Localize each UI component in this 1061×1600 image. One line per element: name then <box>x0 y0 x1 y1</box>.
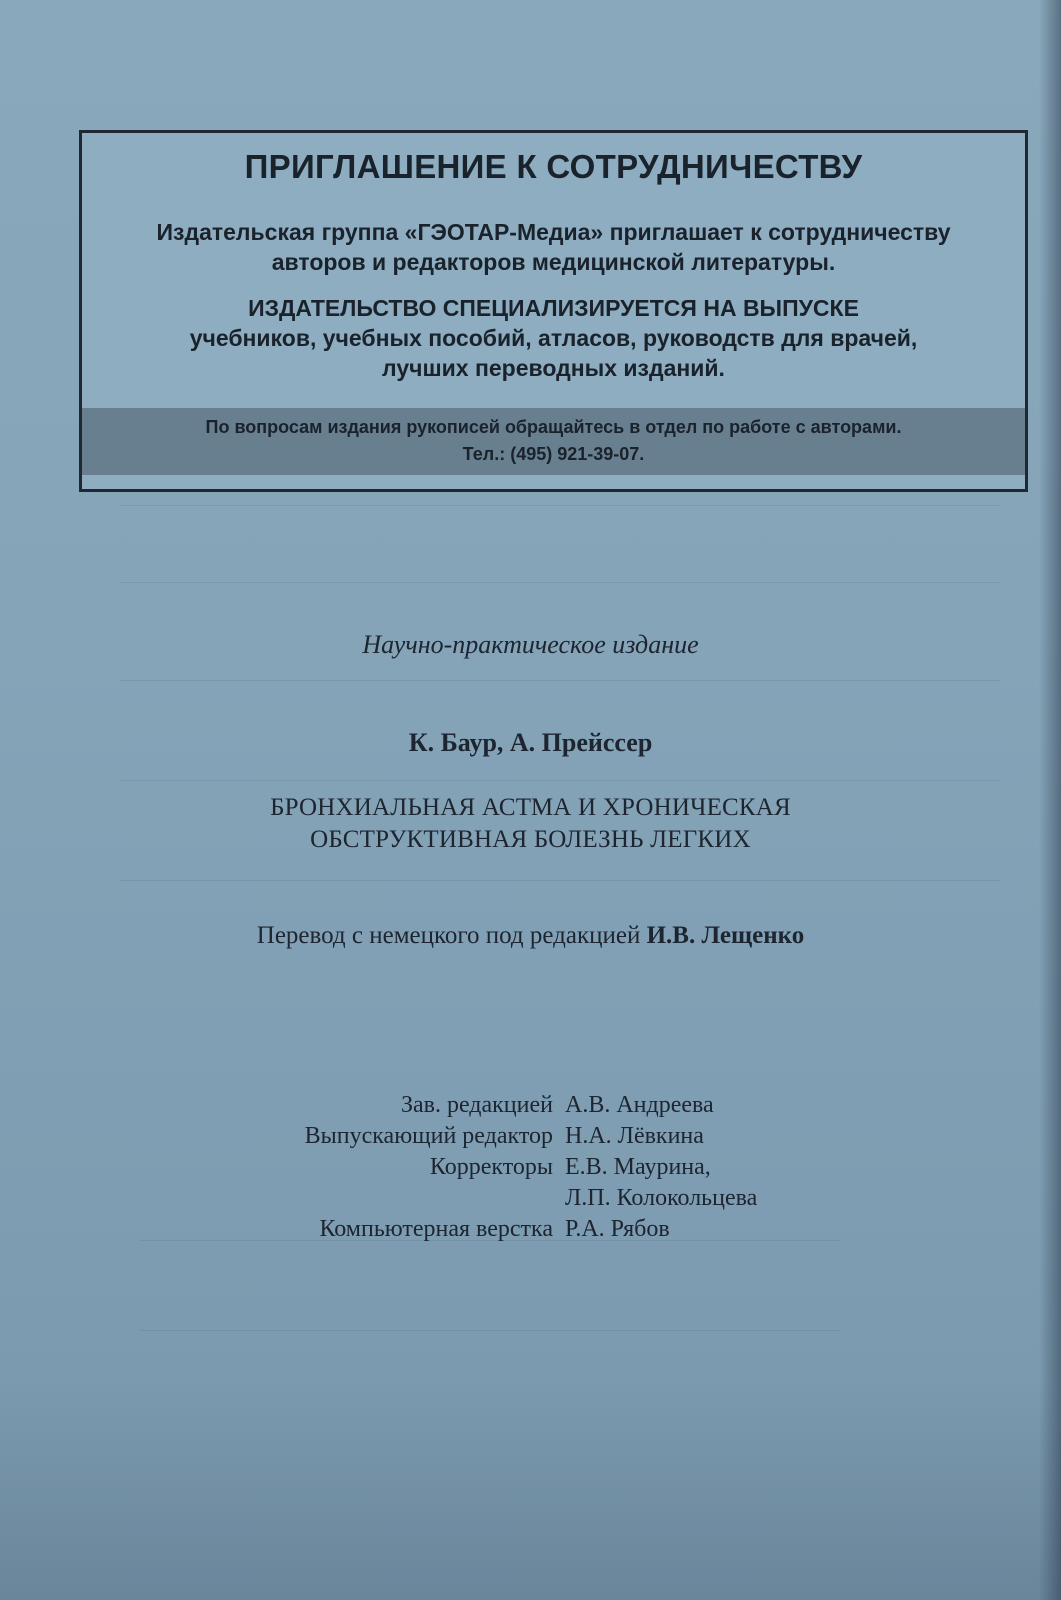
credit-name: Р.А. Рябов <box>565 1216 670 1242</box>
invitation-box <box>79 130 1028 492</box>
translation-credit <box>0 922 1061 950</box>
edition-type: Научно-практическое издание <box>362 630 699 659</box>
translation-prefix: Перевод с немецкого под редакцией <box>256 922 647 949</box>
credit-name: Л.П. Колокольцева <box>565 1185 758 1211</box>
invitation-text <box>82 217 1025 277</box>
show-through-rule <box>120 780 1000 781</box>
credit-role: Зав. редакцией <box>400 1092 553 1118</box>
bottom-shadow <box>0 1380 1061 1600</box>
specialization-line: лучших переводных изданий. <box>382 355 725 381</box>
invitation-text-line: Издательская группа «ГЭОТАР-Медиа» приглашает к сотрудничеству <box>156 219 951 245</box>
book-title-line: ОБСТРУКТИВНАЯ БОЛЕЗНЬ ЛЕГКИХ <box>310 826 751 853</box>
specialization-block <box>82 293 1025 383</box>
invitation-text-line: авторов и редакторов медицинской литературы. <box>271 249 836 275</box>
show-through-rule <box>120 880 1000 881</box>
credit-row <box>0 1121 1061 1152</box>
credit-name: А.В. Андреева <box>565 1092 714 1118</box>
phone-line: Тел.: (495) 921-39-07. <box>462 444 645 464</box>
contact-band <box>82 408 1025 475</box>
specialization-line: учебников, учебных пособий, атласов, руководств для врачей, <box>189 325 918 351</box>
book-authors: К. Баур, А. Прейссер <box>408 728 653 757</box>
page-edge-shadow <box>1039 0 1061 1600</box>
specialization-line: ИЗДАТЕЛЬСТВО СПЕЦИАЛИЗИРУЕТСЯ НА ВЫПУСКЕ <box>248 295 859 321</box>
book-title-line: БРОНХИАЛЬНАЯ АСТМА И ХРОНИЧЕСКАЯ <box>270 794 791 821</box>
show-through-rule <box>120 505 1000 506</box>
show-through-rule <box>140 1330 840 1331</box>
credits-list <box>0 1090 1061 1245</box>
book-title <box>0 792 1061 856</box>
credit-row <box>0 1090 1061 1121</box>
credit-role: Выпускающий редактор <box>304 1123 553 1149</box>
show-through-rule <box>120 680 1000 681</box>
translation-editor: И.В. Лещенко <box>646 922 805 949</box>
credit-row <box>0 1183 1061 1214</box>
credit-row <box>0 1152 1061 1183</box>
contact-line: По вопросам издания рукописей обращайтесь в отдел по работе с авторами. <box>205 417 902 437</box>
credit-row <box>0 1214 1061 1245</box>
credit-name: Н.А. Лёвкина <box>565 1123 704 1149</box>
credit-role: Корректоры <box>429 1154 553 1180</box>
credit-name: Е.В. Маурина, <box>565 1154 711 1180</box>
credit-role: Компьютерная верстка <box>319 1216 553 1242</box>
show-through-rule <box>120 582 1000 583</box>
invitation-title: ПРИГЛАШЕНИЕ К СОТРУДНИЧЕСТВУ <box>244 148 863 185</box>
